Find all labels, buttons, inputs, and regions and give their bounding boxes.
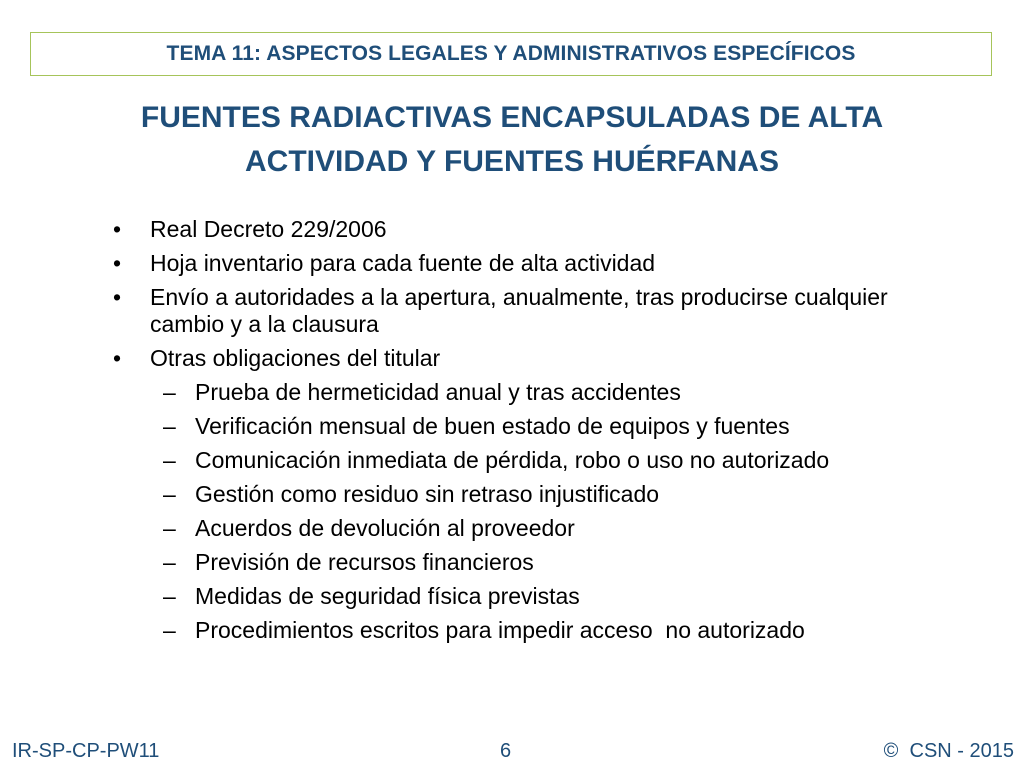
topic-header-text: TEMA 11: ASPECTOS LEGALES Y ADMINISTRATIVOS ESPECÍFICOS — [166, 42, 856, 65]
footer-copyright: © CSN - 2015 — [883, 740, 1014, 762]
bullet-list — [113, 216, 993, 651]
sub-bullet-item — [113, 583, 993, 610]
footer-page-number: 6 — [500, 740, 512, 762]
sub-bullet-text: Prueba de hermeticidad anual y tras accidentes — [195, 379, 681, 405]
sub-bullet-item — [113, 413, 993, 440]
slide-title-line-1: FUENTES RADIACTIVAS ENCAPSULADAS DE ALTA — [140, 101, 884, 134]
bullet-text: Otras obligaciones del titular — [150, 345, 441, 371]
bullet-text: Envío a autoridades a la apertura, anualmente, tras producirse cualquier cambio y a la clausura — [150, 284, 888, 337]
bullet-text: Real Decreto 229/2006 — [150, 216, 387, 242]
dash-marker: – — [163, 447, 176, 473]
bullet-item — [113, 250, 993, 277]
bullet-item — [113, 284, 950, 338]
sub-bullet-item — [113, 549, 993, 576]
dash-marker: – — [163, 583, 176, 609]
sub-bullet-text: Gestión como residuo sin retraso injustificado — [195, 481, 660, 507]
sub-bullet-item — [113, 379, 993, 406]
dash-marker: – — [163, 413, 176, 439]
sub-bullet-text: Previsión de recursos financieros — [195, 549, 534, 575]
bullet-item — [113, 345, 993, 372]
topic-header-box — [30, 32, 992, 76]
dash-marker: – — [163, 515, 176, 541]
sub-bullet-item — [113, 515, 993, 542]
sub-bullet-item — [113, 447, 993, 474]
dash-marker: – — [163, 617, 176, 643]
bullet-marker: • — [113, 284, 122, 310]
bullet-marker: • — [113, 216, 122, 242]
dash-marker: – — [163, 379, 176, 405]
sub-bullet-item — [113, 481, 993, 508]
sub-bullet-text: Verificación mensual de buen estado de equipos y fuentes — [195, 413, 790, 439]
sub-bullet-text: Comunicación inmediata de pérdida, robo o uso no autorizado — [195, 447, 830, 473]
sub-bullet-text: Procedimientos escritos para impedir acceso no autorizado — [195, 617, 805, 643]
sub-bullet-item — [113, 617, 993, 644]
bullet-marker: • — [113, 345, 122, 371]
bullet-item — [113, 216, 993, 243]
footer-course-code: IR-SP-CP-PW11 — [12, 740, 160, 762]
dash-marker: – — [163, 549, 176, 575]
sub-bullet-text: Medidas de seguridad física previstas — [195, 583, 580, 609]
slide-title-line-2: ACTIVIDAD Y FUENTES HUÉRFANAS — [245, 145, 779, 178]
dash-marker: – — [163, 481, 176, 507]
slide-title — [40, 96, 984, 184]
bullet-marker: • — [113, 250, 122, 276]
bullet-text: Hoja inventario para cada fuente de alta actividad — [150, 250, 656, 276]
sub-bullet-text: Acuerdos de devolución al proveedor — [195, 515, 575, 541]
